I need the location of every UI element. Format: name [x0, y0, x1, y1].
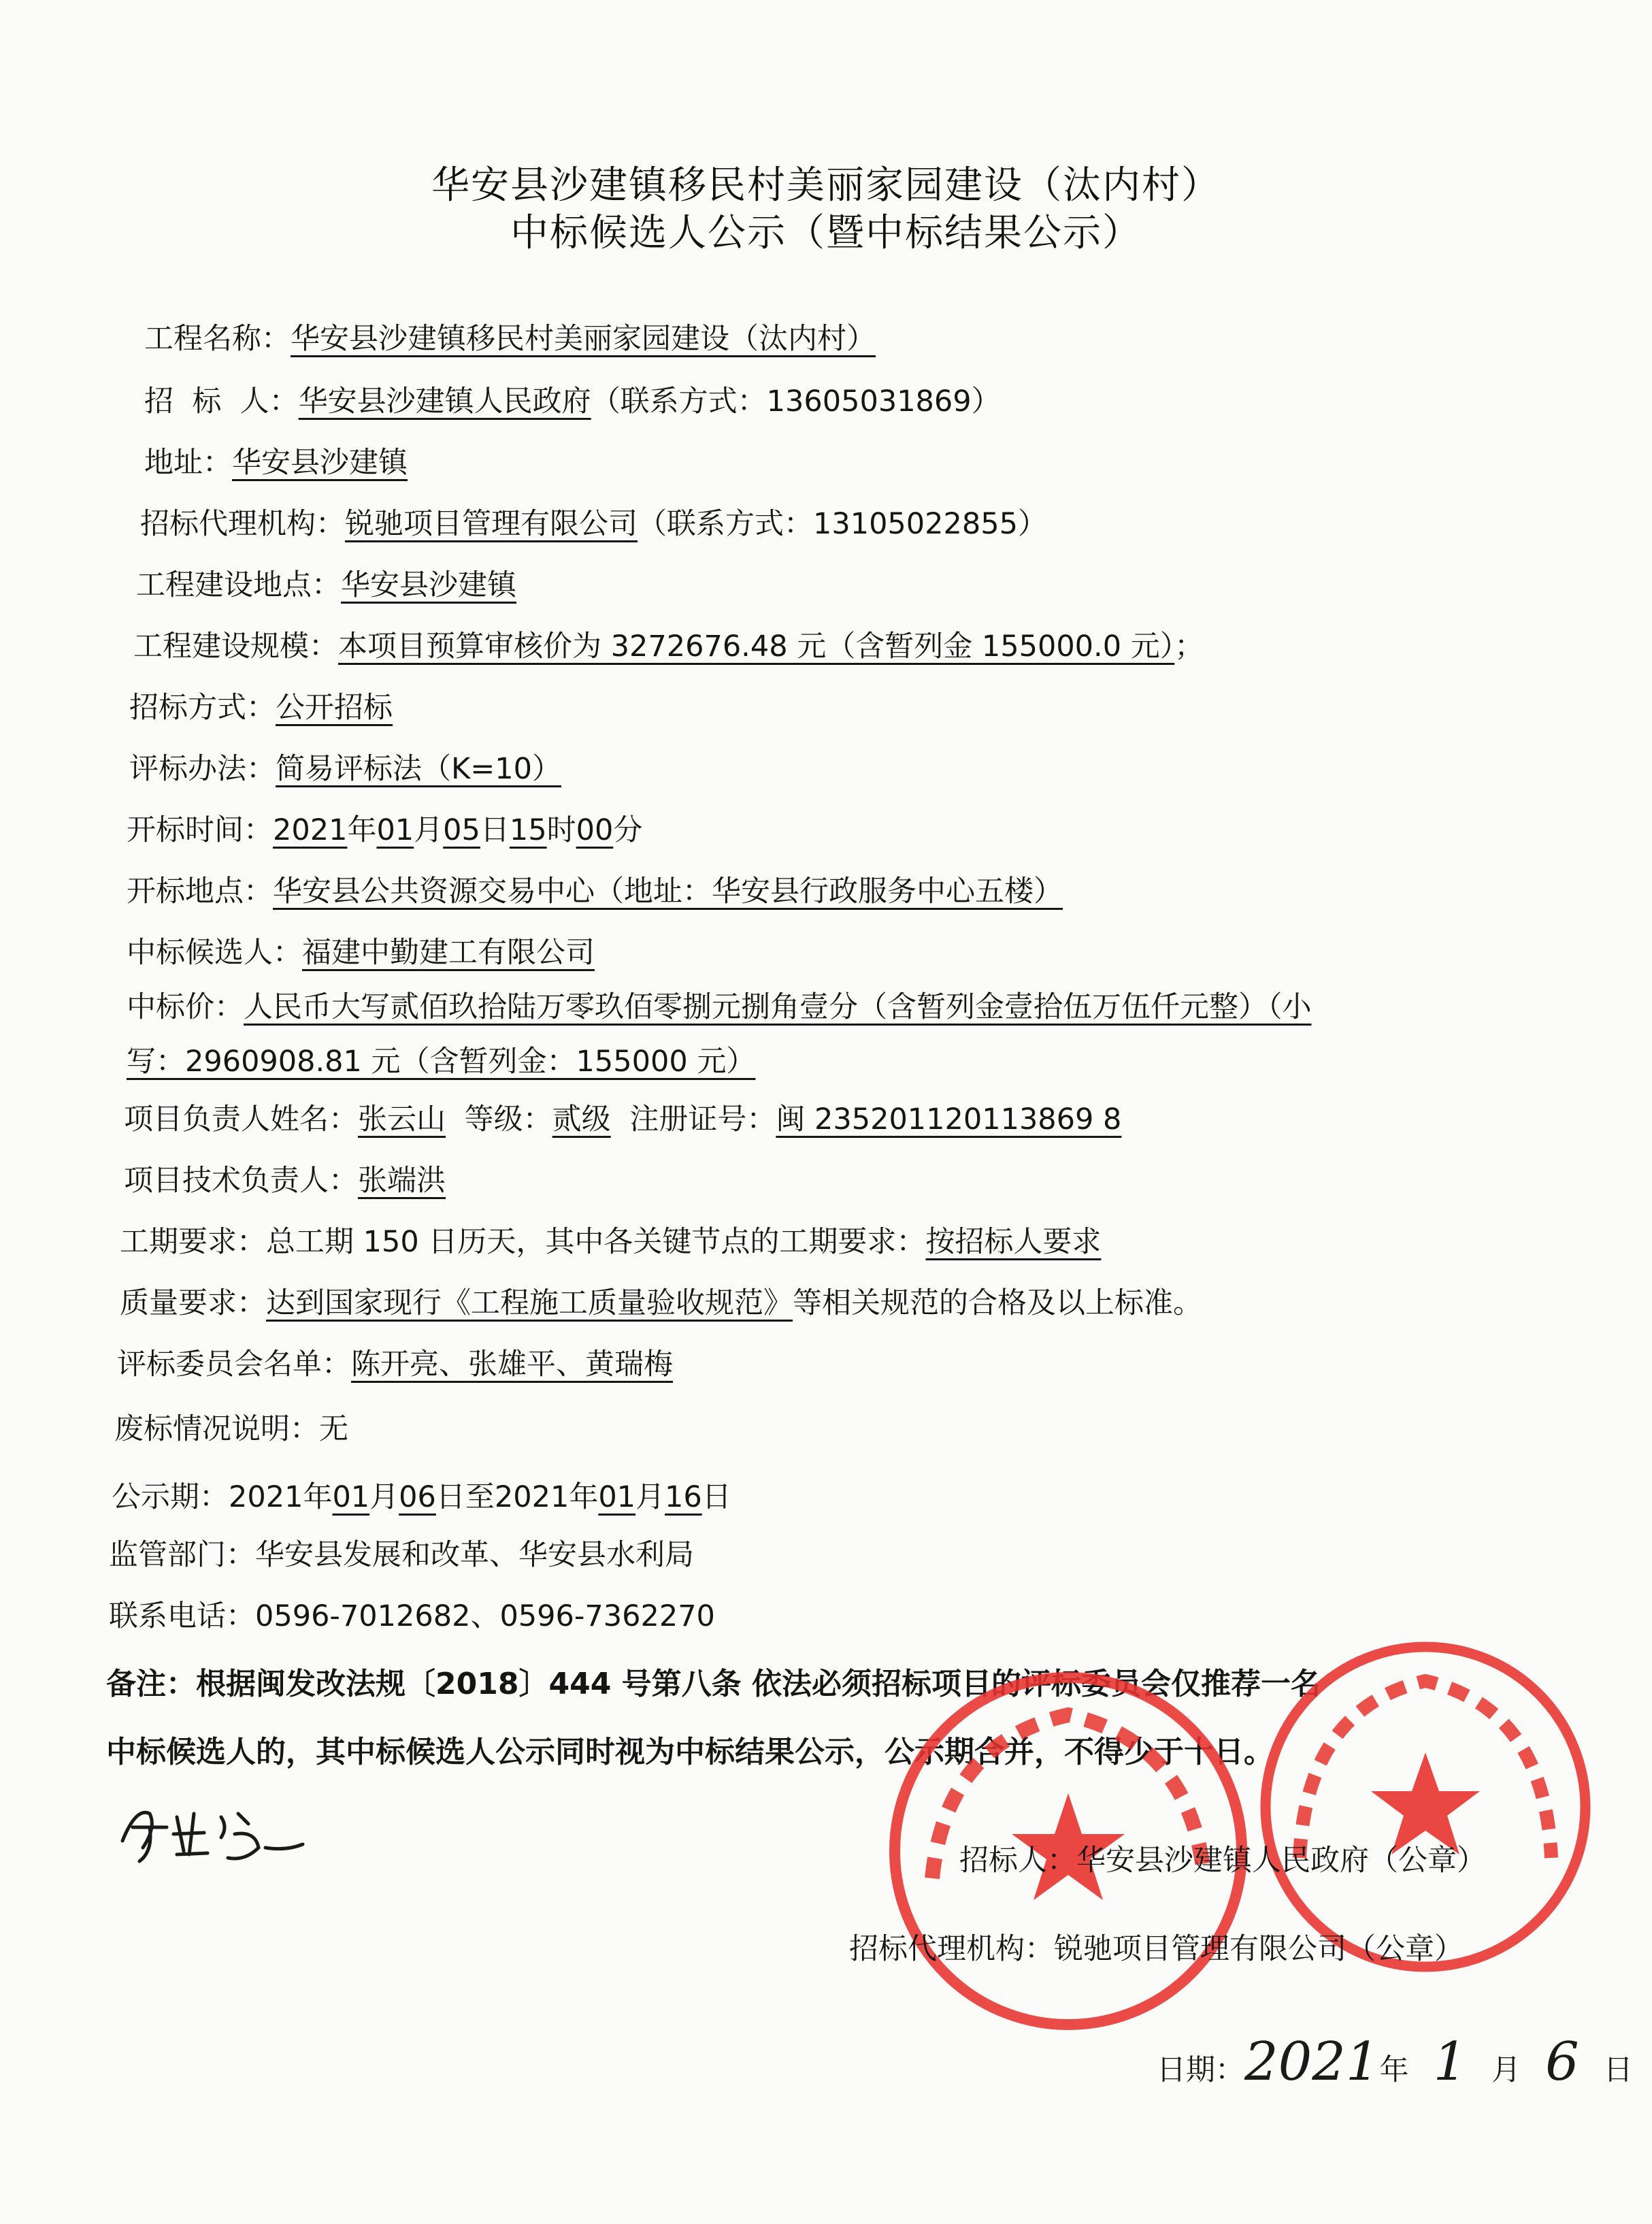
row-committee	[117, 1344, 673, 1385]
row-void	[114, 1409, 348, 1450]
row-open-place	[127, 871, 1063, 912]
open-day: 05	[443, 813, 480, 847]
row-winner	[127, 932, 595, 973]
date-day: 6	[1545, 2031, 1579, 2093]
row-quality	[120, 1283, 1202, 1324]
document-title-line1: 华安县沙建镇移民村美丽家园建设（汰内村）	[431, 163, 1221, 208]
agency-contact: （联系方式：13105022855）	[638, 507, 1047, 541]
open-month: 01	[376, 813, 414, 847]
row-tech	[124, 1160, 446, 1201]
remark-line1: 备注：根据闽发改法规〔2018〕444 号第八条 依法必须招标项目的评标委员会仅推荐一名	[106, 1667, 1321, 1701]
address-value: 华安县沙建镇	[232, 446, 408, 480]
unit-day: 日	[480, 813, 510, 847]
winner-label: 中标候选人：	[127, 936, 302, 970]
committee-label: 评标委员会名单：	[117, 1347, 351, 1381]
tenderer-label: 招 标 人：	[144, 385, 299, 419]
manager-label: 项目负责人姓名：	[124, 1102, 358, 1136]
row-project-name	[144, 318, 876, 359]
supervisor-label: 监管部门：	[109, 1538, 255, 1572]
row-scale	[133, 626, 1204, 667]
scale-value: 本项目预算审核价为 3272676.48 元（含暂列金 155000.0 元）	[338, 629, 1175, 664]
quality-value: 达到国家现行《工程施工质量验收规范》	[266, 1286, 793, 1320]
notice-to: 至	[465, 1480, 495, 1514]
date-label: 日期：	[1157, 2053, 1244, 2087]
method-label: 招标方式：	[129, 691, 276, 725]
void-value: 无	[319, 1412, 348, 1446]
unit-month: 月	[635, 1480, 665, 1514]
scale-tail: ；	[1174, 629, 1204, 664]
winner-value: 福建中勤建工有限公司	[302, 936, 595, 970]
row-open-time	[127, 810, 642, 851]
phone-value: 0596-7012682、0596-7362270	[255, 1599, 715, 1633]
notice-d2: 16	[665, 1480, 702, 1514]
tech-value: 张端洪	[358, 1164, 446, 1198]
period-value: 总工期 150 日历天，其中各关键节点的工期要求：	[266, 1225, 926, 1259]
unit-year: 年	[569, 1480, 599, 1514]
notice-d1: 06	[399, 1480, 436, 1514]
unit-hour: 时	[546, 813, 576, 847]
row-phone	[109, 1596, 715, 1637]
notice-y1: 2021	[229, 1480, 303, 1514]
reg-label: 注册证号：	[629, 1102, 776, 1136]
row-price	[127, 987, 1312, 1028]
handwritten-signature	[109, 1786, 313, 1875]
tenderer-contact: （联系方式：13605031869）	[591, 385, 1001, 419]
notice-label: 公示期：	[112, 1480, 229, 1514]
unit-day: 日	[435, 1480, 465, 1514]
row-site	[136, 565, 516, 606]
price-label: 中标价：	[127, 990, 244, 1024]
tenderer-value: 华安县沙建镇人民政府	[298, 385, 591, 419]
project-name-label: 工程名称：	[144, 322, 291, 356]
open-place-value: 华安县公共资源交易中心（地址：华安县行政服务中心五楼）	[273, 874, 1063, 909]
eval-label: 评标办法：	[129, 752, 276, 786]
document-title-line2: 中标候选人公示（暨中标结果公示）	[510, 211, 1142, 255]
open-hour: 15	[509, 813, 547, 847]
row-period	[120, 1222, 1101, 1262]
row-notice-period	[112, 1477, 731, 1518]
method-value: 公开招标	[276, 691, 393, 725]
row-price-line2	[127, 1041, 755, 1082]
grade-value: 贰级	[552, 1102, 611, 1136]
unit-min: 分	[613, 813, 643, 847]
row-supervisor	[109, 1535, 694, 1575]
notice-m2: 01	[598, 1480, 636, 1514]
row-eval	[129, 749, 561, 789]
sign-agency: 招标代理机构：锐驰项目管理有限公司（公章）	[849, 1932, 1464, 1966]
open-time-label: 开标时间：	[127, 813, 273, 847]
unit-month: 月	[1491, 2053, 1521, 2087]
unit-day: 日	[701, 1480, 731, 1514]
unit-year: 年	[1379, 2053, 1409, 2087]
quality-tail: 等相关规范的合格及以上标准。	[793, 1286, 1202, 1320]
open-year: 2021	[273, 813, 348, 847]
row-agency	[140, 504, 1047, 544]
unit-day: 日	[1603, 2053, 1633, 2087]
row-address	[144, 442, 408, 483]
quality-label: 质量要求：	[120, 1286, 266, 1320]
unit-month: 月	[369, 1480, 399, 1514]
unit-year: 年	[347, 813, 377, 847]
row-method	[129, 687, 393, 728]
price-line2: 写：2960908.81 元（含暂列金：155000 元）	[127, 1045, 756, 1079]
remark-line2: 中标候选人的，其中标候选人公示同时视为中标结果公示，公示期合并，不得少于十日。	[106, 1735, 1274, 1769]
date-row	[1157, 2031, 1633, 2093]
notice-m1: 01	[332, 1480, 370, 1514]
phone-label: 联系电话：	[109, 1599, 255, 1633]
period-label: 工期要求：	[120, 1225, 266, 1259]
price-line1: 人民币大写贰佰玖拾陆万零玖佰零捌元捌角壹分（含暂列金壹拾伍万伍仟元整）（小	[244, 990, 1312, 1024]
address-label: 地址：	[144, 446, 232, 480]
tech-label: 项目技术负责人：	[124, 1164, 358, 1198]
scale-label: 工程建设规模：	[133, 629, 338, 664]
row-manager	[124, 1099, 1121, 1140]
agency-label: 招标代理机构：	[140, 507, 345, 541]
manager-value: 张云山	[358, 1102, 446, 1136]
sign-tenderer: 招标人：华安县沙建镇人民政府（公章）	[959, 1844, 1486, 1878]
agency-value: 锐驰项目管理有限公司	[345, 507, 638, 541]
void-label: 废标情况说明：	[114, 1412, 319, 1446]
period-req: 按招标人要求	[925, 1225, 1102, 1259]
supervisor-value: 华安县发展和改革、华安县水利局	[255, 1538, 694, 1572]
grade-label: 等级：	[464, 1102, 552, 1136]
unit-month: 月	[414, 813, 444, 847]
notice-y2: 2021	[494, 1480, 569, 1514]
committee-value: 陈开亮、张雄平、黄瑞梅	[351, 1347, 673, 1381]
eval-value: 简易评标法（K=10）	[276, 752, 561, 786]
unit-year: 年	[303, 1480, 333, 1514]
open-min: 00	[576, 813, 614, 847]
open-place-label: 开标地点：	[127, 874, 273, 909]
site-value: 华安县沙建镇	[341, 568, 516, 602]
site-label: 工程建设地点：	[136, 568, 341, 602]
row-tenderer	[144, 381, 1001, 422]
project-name-value: 华安县沙建镇移民村美丽家园建设（汰内村）	[291, 322, 876, 356]
date-year: 2021	[1244, 2031, 1380, 2093]
reg-value: 闽 235201120113869 8	[776, 1102, 1122, 1136]
date-month: 1	[1433, 2031, 1468, 2093]
